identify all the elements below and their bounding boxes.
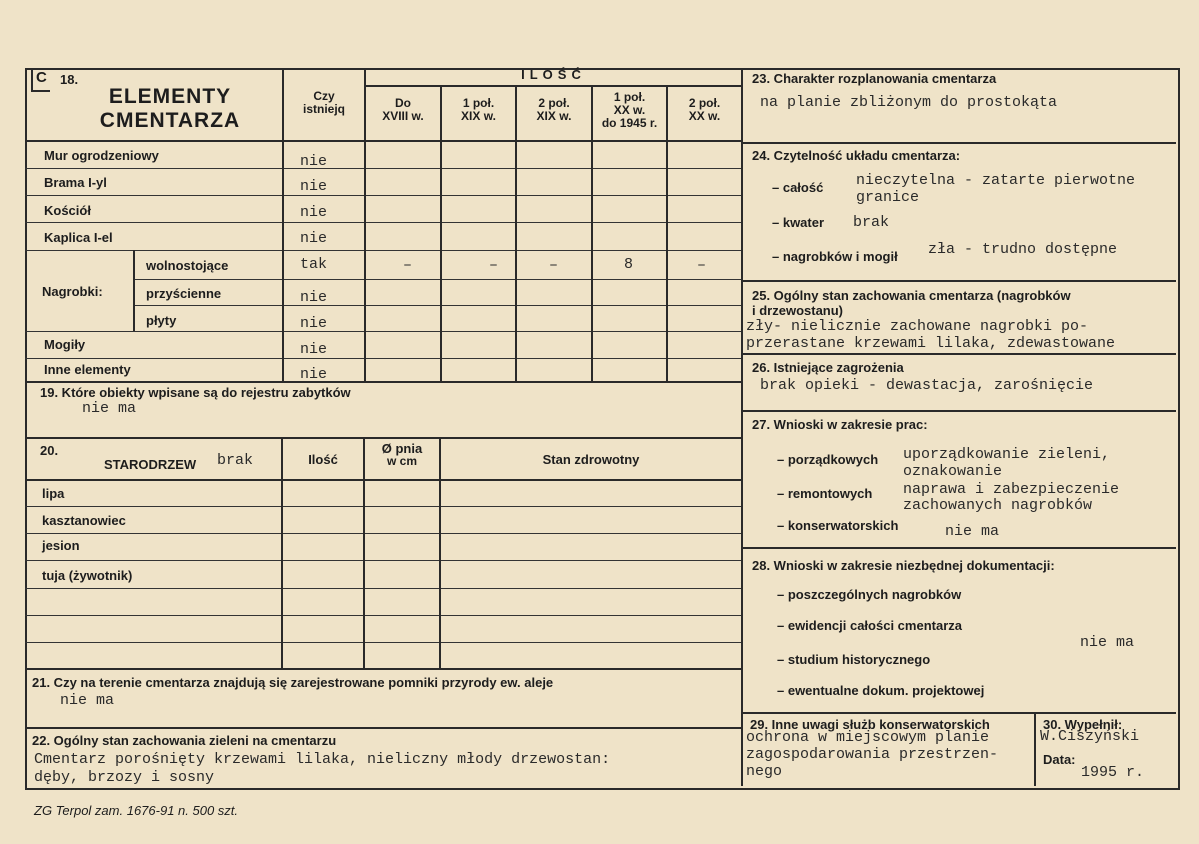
section-21-value: nie ma: [60, 692, 115, 709]
readability-value: brak: [853, 214, 890, 231]
works-value: oznakowanie: [903, 463, 1003, 480]
period-col-1: [366, 97, 440, 123]
section-25-label: i drzewostanu): [752, 303, 844, 318]
rule: [741, 353, 1176, 355]
rule: [25, 140, 741, 142]
element-label: Kościół: [44, 203, 91, 218]
rule: [25, 222, 741, 223]
quantity-header: ILOŚĆ: [521, 67, 586, 82]
quantity-cell: –: [403, 257, 413, 274]
element-exists: nie: [300, 366, 328, 383]
exists-header-line2: istniejq: [302, 102, 345, 116]
date-value: 1995 r.: [1081, 764, 1145, 781]
element-exists: nie: [300, 230, 328, 247]
rule: [666, 85, 668, 381]
rule: [25, 168, 741, 169]
section-29-label: 29. Inne uwagi służb konserwatorskich: [750, 717, 990, 732]
element-exists: nie: [300, 315, 328, 332]
section-20-number: 20.: [40, 443, 59, 458]
works-label: – konserwatorskich: [777, 518, 899, 533]
rule: [25, 727, 741, 729]
rule: [741, 712, 1176, 714]
section-mark: [31, 68, 50, 92]
element-exists: nie: [300, 153, 328, 170]
rule: [741, 547, 1176, 549]
works-value: nie ma: [945, 523, 1000, 540]
section-21-label: 21. Czy na terenie cmentarza znajdują się zarejestrowane pomniki przyrody ew. aleje: [32, 675, 554, 690]
section-24-label: 24. Czytelność układu cmentarza:: [752, 148, 961, 163]
col-quantity: Ilość: [308, 452, 338, 467]
element-label: Mur ogrodzeniowy: [44, 148, 159, 163]
rule: [133, 250, 135, 331]
tree-label: lipa: [42, 486, 65, 501]
nagrobki-type-label: płyty: [146, 313, 177, 328]
period-col-5: [668, 97, 741, 123]
rule: [281, 437, 283, 668]
tree-label: tuja (żywotnik): [42, 568, 133, 583]
readability-value: nieczytelna - zatarte pierwotne: [856, 172, 1136, 189]
rule: [439, 437, 441, 668]
rule: [25, 331, 741, 332]
element-exists: nie: [300, 178, 328, 195]
rule: [741, 280, 1176, 282]
section-29-line: zagospodarowania przestrzen-: [746, 746, 999, 763]
period-col-4: [593, 91, 666, 130]
rule: [25, 588, 741, 589]
col-health: Stan zdrowotny: [542, 452, 640, 467]
period-col-2: [442, 97, 515, 123]
element-label: Kaplica I-el: [44, 230, 113, 245]
quantity-cell: –: [489, 257, 499, 274]
col-diameter: [365, 442, 439, 468]
section-29-line: ochrona w miejscowym planie: [746, 729, 990, 746]
section-23-label: 23. Charakter rozplanowania cmentarza: [752, 71, 997, 86]
rule: [25, 668, 741, 670]
rule: [741, 68, 743, 786]
rule: [741, 410, 1176, 412]
section-25-label: 25. Ogólny stan zachowania cmentarza (nagrobków: [752, 288, 1071, 303]
works-value: zachowanych nagrobków: [903, 497, 1093, 514]
exists-header-line1: Czy: [313, 89, 335, 103]
quantity-cell: –: [697, 257, 707, 274]
period-col-3: [517, 97, 591, 123]
rule: [133, 279, 741, 280]
period-line: XIX w.: [536, 109, 572, 123]
period-line: XVIII w.: [382, 109, 424, 123]
rule: [25, 358, 741, 359]
section-number: 18.: [60, 72, 79, 87]
rule: [25, 560, 741, 561]
section-26-value: brak opieki - dewastacja, zarośnięcie: [760, 377, 1094, 394]
rule: [25, 381, 741, 383]
rule: [25, 479, 741, 481]
nagrobki-type-label: wolnostojące: [146, 258, 229, 273]
works-label: – remontowych: [777, 486, 873, 501]
works-label: – porządkowych: [777, 452, 879, 467]
rule: [25, 506, 741, 507]
quantity-cell: –: [549, 257, 559, 274]
element-label: Brama I-yl: [44, 175, 107, 190]
section-30-label: 30. Wypełnił:: [1043, 717, 1123, 732]
section-28-label: 28. Wnioski w zakresie niezbędnej dokumentacji:: [752, 558, 1055, 573]
element-exists: nie: [300, 204, 328, 221]
works-value: naprawa i zabezpieczenie: [903, 481, 1120, 498]
element-label: Inne elementy: [44, 362, 131, 377]
period-line: Do: [395, 96, 411, 110]
section-27-label: 27. Wnioski w zakresie prac:: [752, 417, 928, 432]
element-exists: nie: [300, 289, 328, 306]
element-exists: tak: [300, 256, 328, 273]
readability-label: – całość: [772, 180, 824, 195]
readability-label: – nagrobków i mogił: [772, 249, 898, 264]
section-22-label: 22. Ogólny stan zachowania zieleni na cmentarzu: [32, 733, 337, 748]
print-footer: ZG Terpol zam. 1676-91 n. 500 szt.: [34, 803, 239, 818]
filled-by-name: W.Ciszyński: [1040, 728, 1140, 745]
section-25-line: przerastane krzewami lilaka, zdewastowane: [746, 335, 1116, 352]
rule: [515, 85, 517, 381]
rule: [1034, 712, 1036, 786]
date-label: Data:: [1043, 752, 1076, 767]
col-diameter-line1: Ø pnia: [381, 441, 423, 456]
tree-label: kasztanowiec: [42, 513, 126, 528]
quantity-cell: 8: [624, 256, 634, 273]
elements-title: [60, 85, 280, 133]
rule: [741, 142, 1176, 144]
section-23-value: na planie zbliżonym do prostokąta: [760, 94, 1058, 111]
section-25-line: zły- nielicznie zachowane nagrobki po-: [746, 318, 1089, 335]
section-19-value: nie ma: [82, 400, 137, 417]
tree-label: jesion: [42, 538, 80, 553]
rule: [133, 305, 741, 306]
rule: [25, 615, 741, 616]
section-28-value: nie ma: [1080, 634, 1135, 651]
rule: [25, 437, 741, 439]
rule: [363, 437, 365, 668]
section-26-label: 26. Istniejące zagrożenia: [752, 360, 904, 375]
exists-header: [284, 90, 364, 116]
section-22-line: dęby, brzozy i sosny: [34, 769, 215, 786]
col-diameter-line2: w cm: [386, 454, 417, 468]
works-value: uporządkowanie zieleni,: [903, 446, 1111, 463]
starodrzew-value: brak: [217, 452, 254, 469]
period-line: 1 poł.: [613, 90, 646, 104]
section-29-line: nego: [746, 763, 783, 780]
documentation-label: – studium historycznego: [777, 652, 931, 667]
period-line: 2 poł.: [538, 96, 570, 110]
rule: [25, 533, 741, 534]
readability-label: – kwater: [772, 215, 825, 230]
period-line: 1 poł.: [462, 96, 495, 110]
readability-value: granice: [856, 189, 920, 206]
rule: [25, 195, 741, 196]
section-mark-letter: C: [36, 69, 47, 86]
rule: [366, 85, 741, 87]
starodrzew-title: STARODRZEW: [104, 457, 197, 472]
nagrobki-type-label: przyścienne: [146, 286, 222, 301]
period-line: 2 poł.: [688, 96, 721, 110]
elements-title-line2: CMENTARZA: [99, 109, 241, 132]
period-line: XIX w.: [461, 109, 496, 123]
rule: [440, 85, 442, 381]
documentation-label: – ewentualne dokum. projektowej: [777, 683, 985, 698]
period-line: do 1945 r.: [601, 116, 658, 130]
readability-value: zła - trudno dostępne: [928, 241, 1118, 258]
section-22-line: Cmentarz porośnięty krzewami lilaka, nieliczny młody drzewostan:: [34, 751, 611, 768]
element-exists: nie: [300, 341, 328, 358]
documentation-label: – poszczególnych nagrobków: [777, 587, 962, 602]
element-label: Mogiły: [44, 337, 86, 352]
nagrobki-label: Nagrobki:: [42, 284, 103, 299]
rule: [25, 642, 741, 643]
period-line: XX w.: [688, 109, 721, 123]
documentation-label: – ewidencji całości cmentarza: [777, 618, 962, 633]
elements-title-line1: ELEMENTY: [108, 85, 232, 108]
period-line: XX w.: [613, 103, 646, 117]
section-19-label: 19. Które obiekty wpisane są do rejestru zabytków: [40, 385, 351, 400]
